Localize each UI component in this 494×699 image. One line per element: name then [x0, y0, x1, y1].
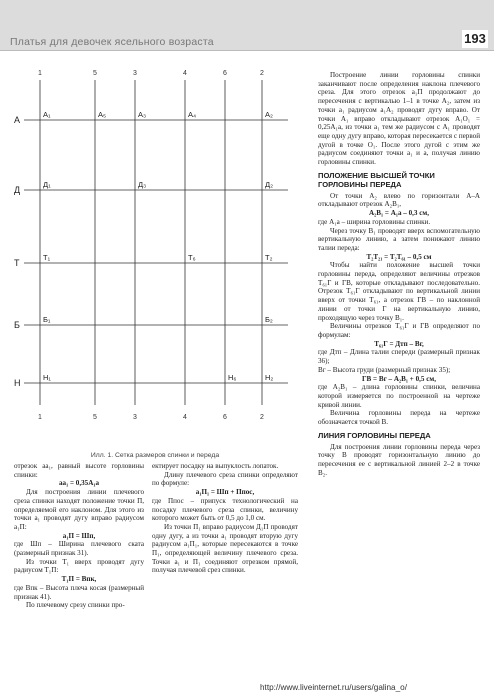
bottom-number-label: 6: [223, 414, 227, 421]
paragraph: Из точки П₁ вправо радиусом Д₁П проводят одну дугу, а из точки а₁ проводят вторую дугу радиусом а₁П₁, которые пересекаются в точке П₁, определяющей величину плечевого среза. Точки а₁ и П₁ соединяют отрезком прямой, получая плечевой срез спинки.: [152, 522, 298, 575]
top-number-label: 6: [223, 70, 227, 77]
paragraph: Величина горловины переда на чертеже обозначается точкой В.: [318, 409, 480, 427]
text-column-3: [318, 71, 480, 478]
top-number-label: 3: [133, 70, 137, 77]
formula: ГВ = Вг – А₂В₁ + 0,5 см,: [362, 374, 436, 383]
formula: Т₆₁Г = Дтп – Вг,: [374, 339, 424, 348]
top-number-label: 2: [260, 70, 264, 77]
formula: А₂В₁ = А₁а – 0,3 см,: [369, 209, 429, 218]
page-header: [0, 0, 494, 51]
paragraph: где А₁а – ширина горловины спинки.: [318, 217, 431, 226]
page-number: 193: [462, 30, 488, 48]
row-label: Б: [14, 320, 20, 330]
point-label: А₂: [265, 110, 273, 119]
paragraph: Через точку В₁ проводят вверх вспомогательную вертикальную линию, а затем понижают линию талии переда:: [318, 226, 480, 252]
point-label: А₅: [98, 110, 107, 119]
point-label: Б₂: [265, 315, 273, 324]
paragraph: где Ппос – припуск технологический на посадку плечевого среза спинки, величину которого может быть от 0,5 до 1,0 см.: [152, 496, 298, 523]
text-column-1: [14, 462, 144, 610]
paragraph: По плечевому срезу спинки про-: [26, 601, 125, 610]
paragraph: ектирует посадку на выпуклость лопаток.: [152, 462, 279, 470]
formula: Т₁П = Впк,: [61, 575, 97, 584]
bottom-number-label: 5: [93, 414, 97, 421]
paragraph: Чтобы найти положение высшей точки горловины переда, определяют величины отрезков Т₆₁Г и ГВ, которые откладывают последовательно. Отрезок Т₆₁Г откладывают по вертикальной линии вверх от точки Т₆₁, а отрезок ГВ – по наклонной линии от точки Г на вертикальную линию, проходящую через точку В₁.: [318, 261, 480, 322]
bottom-number-label: 1: [38, 414, 42, 421]
point-label: Д₁: [43, 180, 51, 189]
formula: аа₁ = 0,35А₁а: [58, 479, 100, 488]
row-label: А: [14, 115, 21, 125]
point-label: А₃: [138, 110, 147, 119]
point-label: А₁: [43, 110, 51, 119]
top-number-label: 1: [38, 70, 42, 77]
top-number-label: 5: [93, 70, 97, 77]
point-label: Т₆: [188, 253, 196, 262]
point-label: Н₆: [228, 373, 237, 382]
paragraph: где Шп – Ширина плечевого ската (размерный признак 31).: [14, 540, 144, 558]
paragraph: Из точки Т₁ вверх проводят дугу радиусом Т₁П:: [14, 557, 144, 575]
bottom-number-label: 3: [133, 414, 137, 421]
bottom-number-label: 4: [183, 414, 187, 421]
bottom-number-label: 2: [260, 414, 264, 421]
point-label: А₄: [188, 110, 197, 119]
paragraph: где Дтп – Длина талии спереди (размерный признак 36);: [318, 348, 480, 366]
paragraph: Величины отрезков Т₆₁Г и ГВ определяют по формулам:: [318, 322, 480, 339]
row-label: Н: [14, 378, 21, 388]
point-label: Т₁: [43, 253, 51, 262]
size-grid-figure: [0, 60, 310, 460]
point-label: Д₃: [138, 180, 147, 189]
paragraph: Для построения линии плечевого среза спинки находят положение точки П, определяемой его наклоном. Для этого из точки а₁ проводят дугу вправо радиусом а₁П:: [14, 488, 144, 531]
point-label: Н₁: [43, 373, 51, 382]
formula: Т₂Т₂₁ = Т₂Т₆₁ – 0,5 см: [366, 252, 432, 261]
formula: а₁П = Шп,: [62, 531, 96, 540]
text-column-2: [152, 462, 298, 575]
row-label: Т: [14, 258, 20, 268]
paragraph: где Впк – Высота плеча косая (размерный признак 41).: [14, 583, 144, 601]
row-label: Д: [14, 185, 21, 195]
paragraph: где А₂В₁ – длина горловины спинки, величина которой измеряется по построенной на чертеже кривой линии.: [318, 383, 480, 409]
source-url: http://www.liveinternet.ru/users/galina_o/: [260, 683, 407, 692]
point-label: Д₂: [265, 180, 273, 189]
size-grid-diagram: [0, 60, 310, 460]
formula: а₁П₁ = Шп + Ппос,: [195, 488, 255, 497]
section-heading: ЛИНИЯ ГОРЛОВИНЫ ПЕРЕДА: [318, 430, 431, 440]
point-label: Б₁: [43, 315, 51, 324]
paragraph: Для построения линии горловины переда через точку В проводят горизонтальную линию до пересечения ее с вертикальной линией 2–2 в точке В₂.: [318, 442, 480, 477]
point-label: Н₂: [265, 373, 274, 382]
paragraph: Построение линии горловины спинки заканчивают после определения наклона плечевого среза. Для этого отрезок а₁П продолжают до пересечения с вертикалью 1–1 в точке А₂, затем из точки а₁ радиусом а₁А₂ проводят дугу вправо. От точки А₁ вправо откладывают отрезок А₁О₁ = 0,25А₁а, из точки а₁ тем же радиусом с А₁ проводят еще одну дугу вправо, которая пересекается с первой дугой в точке О₁. После этого дугой с этим же радиусом соединяют точки а₁ и а, получая линию горловины спинки.: [318, 71, 480, 167]
paragraph: Вг – Высота груди (размерный признак 35);: [318, 365, 451, 374]
top-number-label: 4: [183, 70, 187, 77]
running-title: Платья для девочек ясельного возраста: [10, 36, 214, 48]
point-label: Т₂: [265, 253, 273, 262]
figure-caption: Илл. 1. Сетка размеров спинки и переда: [90, 452, 220, 459]
section-heading: ПОЛОЖЕНИЕ ВЫСШЕЙ ТОЧКИ ГОРЛОВИНЫ ПЕРЕДА: [318, 170, 435, 189]
paragraph: Длину плечевого среза спинки определяют по формуле:: [152, 470, 298, 488]
paragraph: От точки А₂ влево по горизонтали А–А откладывают отрезок А₂В₁,: [318, 191, 480, 209]
paragraph: отрезок аа₁, равный высоте горловины спинки:: [14, 462, 144, 479]
